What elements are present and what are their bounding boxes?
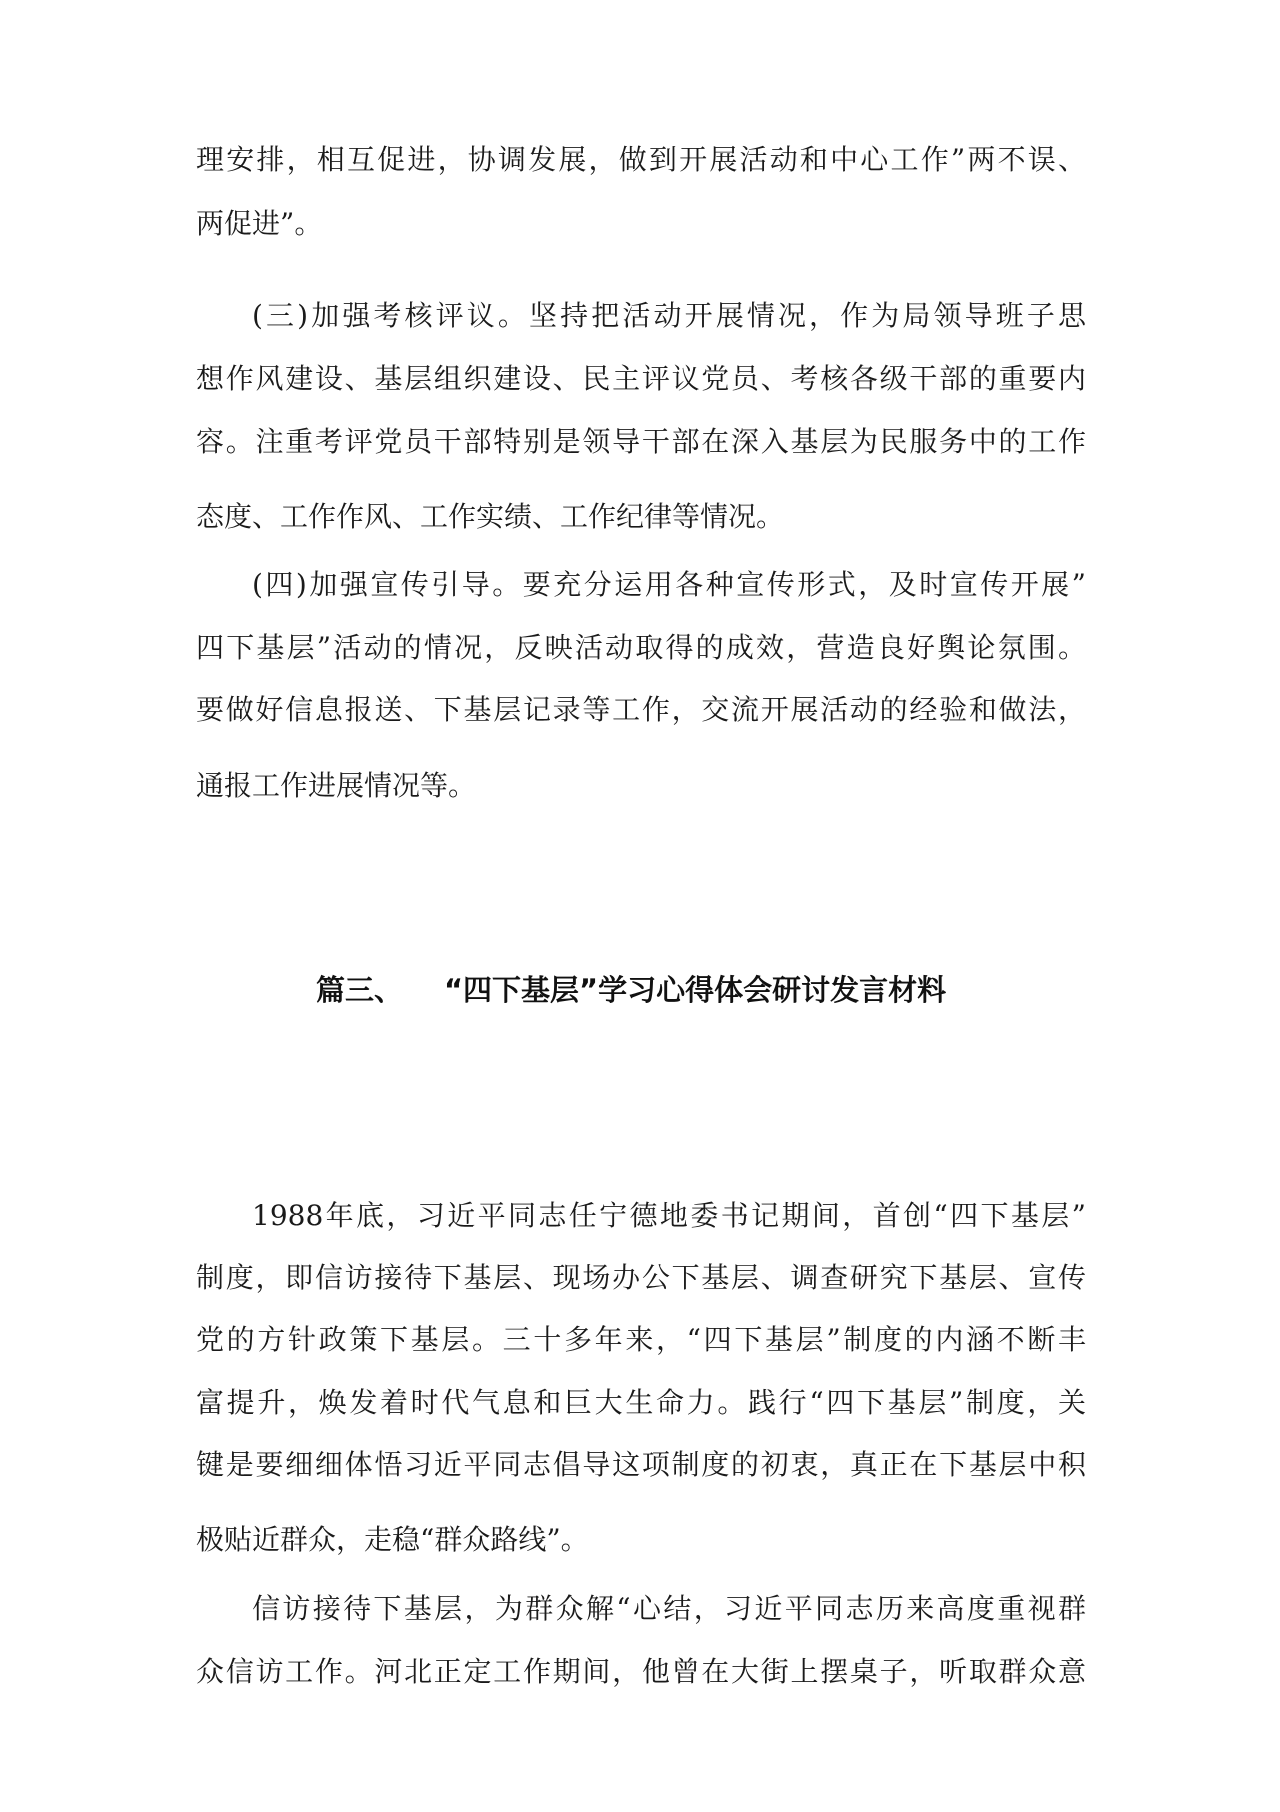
section-title-text: “四下基层”学习心得体会研讨发言材料: [444, 973, 947, 1007]
paragraph-line: 态度、工作作风、工作实绩、工作纪律等情况。: [196, 500, 785, 533]
paragraph-line: 通报工作进展情况等。: [196, 769, 477, 802]
paragraph-line: 极贴近群众，走稳“群众路线”。: [196, 1523, 589, 1556]
paragraph-line: (四)加强宣传引导。要充分运用各种宣传形式，及时宣传开展”: [252, 568, 1086, 601]
paragraph-line: 1988年底，习近平同志任宁德地委书记期间，首创“四下基层”: [252, 1199, 1086, 1232]
paragraph-line: 制度，即信访接待下基层、现场办公下基层、调查研究下基层、宣传: [196, 1261, 1086, 1294]
paragraph-line: 想作风建设、基层组织建设、民主评议党员、考核各级干部的重要内: [196, 362, 1086, 395]
paragraph-line: 容。注重考评党员干部特别是领导干部在深入基层为民服务中的工作: [196, 425, 1086, 458]
paragraph-line: 信访接待下基层，为群众解“心结，习近平同志历来高度重视群: [252, 1592, 1086, 1625]
paragraph-line: 党的方针政策下基层。三十多年来，“四下基层”制度的内涵不断丰: [196, 1323, 1086, 1356]
paragraph-line: 键是要细细体悟习近平同志倡导这项制度的初衷，真正在下基层中积: [196, 1448, 1086, 1481]
paragraph-line: 众信访工作。河北正定工作期间，他曾在大街上摆桌子，听取群众意: [196, 1655, 1086, 1688]
section-number: 篇三、: [316, 973, 404, 1007]
paragraph-line: 理安排，相互促进，协调发展，做到开展活动和中心工作”两不误、: [196, 143, 1086, 176]
paragraph-line: 要做好信息报送、下基层记录等工作，交流开展活动的经验和做法，: [196, 693, 1086, 726]
paragraph-line: 富提升，焕发着时代气息和巨大生命力。践行“四下基层”制度，关: [196, 1386, 1086, 1419]
paragraph-line: (三)加强考核评议。坚持把活动开展情况，作为局领导班子思: [252, 299, 1086, 332]
paragraph-line: 两促进”。: [196, 207, 323, 240]
paragraph-line: 四下基层”活动的情况，反映活动取得的成效，营造良好舆论氛围。: [196, 631, 1086, 664]
